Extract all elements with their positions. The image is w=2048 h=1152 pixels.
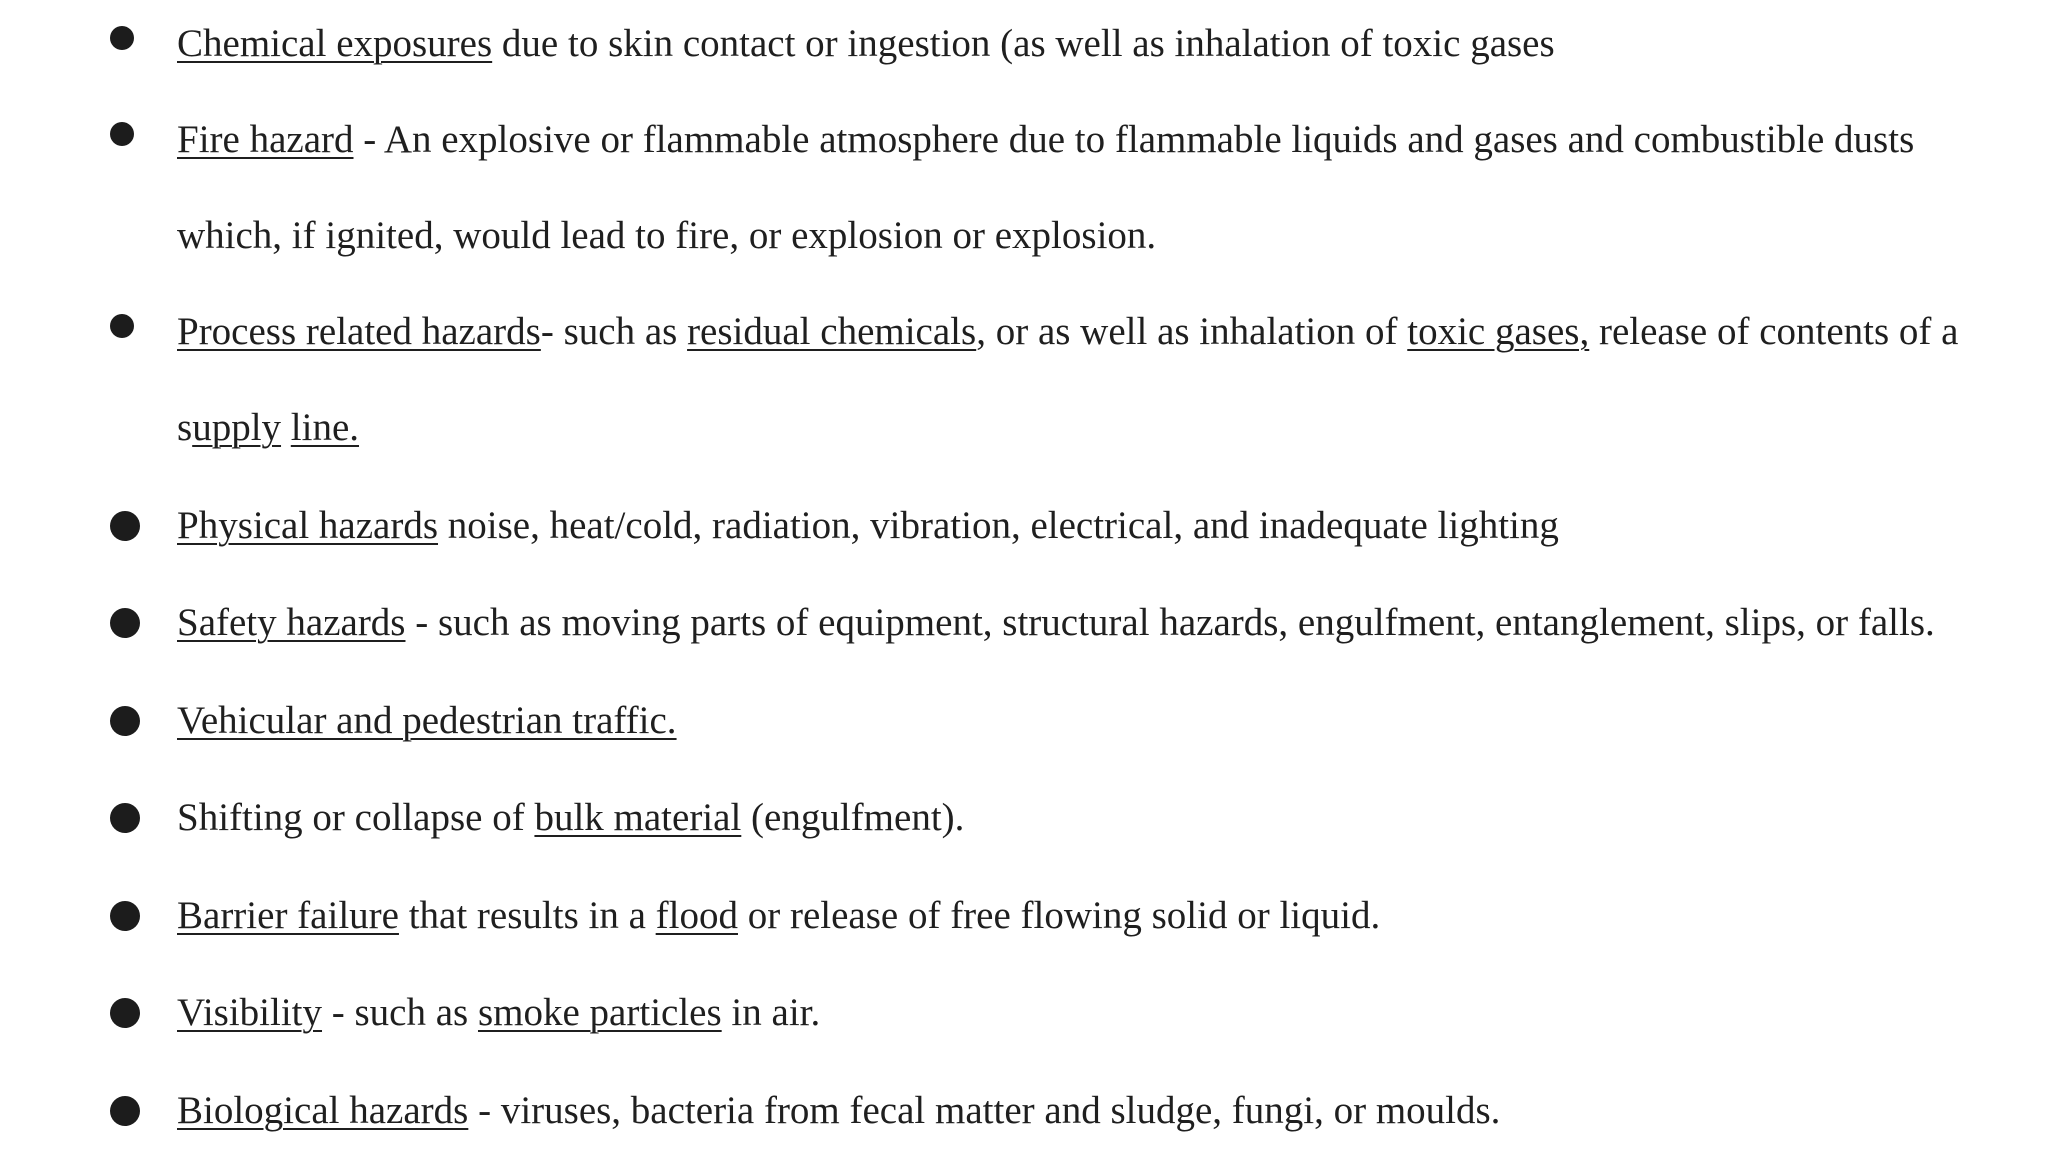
- bullet-icon: [110, 122, 134, 146]
- list-item-text: Visibility - such as smoke particles in air.: [177, 991, 821, 1034]
- bullet-icon: [110, 511, 140, 541]
- list-item-text: Safety hazards - such as moving parts of equipment, structural hazards, engulfment, entanglement, slips, or falls.: [177, 601, 1935, 644]
- smoke-particles-link[interactable]: smoke particles: [477, 991, 722, 1034]
- bulk-material-link[interactable]: bulk material: [534, 796, 742, 839]
- bullet-icon: [110, 901, 140, 931]
- safety-hazards-link[interactable]: Safety hazards: [177, 601, 406, 644]
- chemical-exposures-link[interactable]: Chemical exposures: [177, 22, 493, 65]
- list-item-text-continued: supply line.: [177, 406, 360, 449]
- biological-hazards-link[interactable]: Biological hazards: [177, 1089, 469, 1132]
- bullet-icon: [110, 608, 140, 638]
- fire-hazard-link[interactable]: Fire hazard: [177, 118, 354, 161]
- list-item-text: Shifting or collapse of bulk material (engulfment).: [177, 796, 965, 839]
- line-link[interactable]: line.: [290, 406, 360, 449]
- barrier-failure-link[interactable]: Barrier failure: [177, 894, 399, 937]
- list-item-text: Barrier failure that results in a flood or release of free flowing solid or liquid.: [177, 894, 1381, 937]
- flood-link[interactable]: flood: [655, 894, 738, 937]
- residual-chemicals-link[interactable]: residual chemicals: [687, 310, 977, 353]
- bullet-icon: [110, 314, 134, 338]
- bullet-icon: [110, 1096, 140, 1126]
- list-item-text: [177, 697, 677, 745]
- bullet-icon: [110, 998, 140, 1028]
- supply-link[interactable]: upply: [192, 406, 282, 449]
- list-item-text: Fire hazard - An explosive or flammable atmosphere due to flammable liquids and gases and combustible dusts: [177, 118, 1915, 161]
- process-related-hazards-link[interactable]: Process related hazards: [177, 310, 541, 353]
- physical-hazards-link[interactable]: Physical hazards: [177, 504, 439, 547]
- bullet-icon: [110, 26, 134, 50]
- visibility-link[interactable]: Visibility: [177, 991, 323, 1034]
- bullet-icon: [110, 803, 140, 833]
- list-item-text: Chemical exposures due to skin contact or ingestion (as well as inhalation of toxic gases: [177, 22, 1555, 65]
- list-item-text-continued: which, if ignited, would lead to fire, or explosion or explosion.: [177, 214, 1157, 257]
- list-item-text: Biological hazards - viruses, bacteria from fecal matter and sludge, fungi, or moulds.: [177, 1089, 1501, 1132]
- list-item-text: Process related hazards- such as residual chemicals, or as well as inhalation of toxic gases, release of contents of a: [177, 310, 1959, 353]
- list-item-text: Physical hazards noise, heat/cold, radiation, vibration, electrical, and inadequate lighting: [177, 504, 1559, 547]
- toxic-gases-link[interactable]: toxic gases,: [1407, 310, 1590, 353]
- vehicular-traffic-link[interactable]: Vehicular and pedestrian traffic.: [177, 699, 677, 742]
- bullet-icon: [110, 706, 140, 736]
